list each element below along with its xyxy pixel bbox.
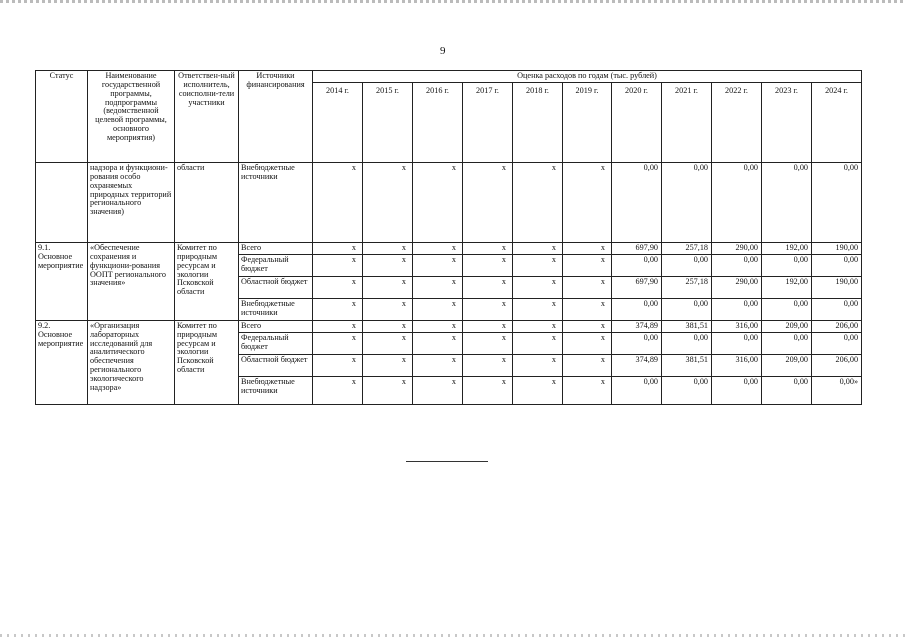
value-cell: x	[313, 332, 363, 354]
value-cell: 0,00	[762, 298, 812, 320]
value-cell: 257,18	[662, 243, 712, 255]
header-year: 2019 г.	[563, 83, 612, 163]
value-cell: 0,00	[612, 254, 662, 276]
value-cell: x	[463, 243, 513, 255]
header-name: Наименование государственной программы, подпрограммы (ведомственной целевой программы, основного мероприятия)	[88, 71, 175, 163]
value-cell: 316,00	[712, 320, 762, 332]
value-cell: 0,00	[662, 298, 712, 320]
name-cell: «Обеспечение сохранения и функциони-рования ООПТ регионального значения»	[88, 243, 175, 321]
value-cell: x	[413, 332, 463, 354]
value-cell: x	[463, 376, 513, 404]
value-cell: x	[313, 298, 363, 320]
value-cell: x	[413, 243, 463, 255]
value-cell: 0,00	[712, 254, 762, 276]
value-cell: x	[413, 354, 463, 376]
value-cell: 0,00	[712, 376, 762, 404]
value-cell: x	[563, 254, 612, 276]
value-cell: 190,00	[812, 243, 862, 255]
source-cell: Всего	[239, 320, 313, 332]
executor-cell: Комитет по природным ресурсам и экологии Псковской области	[175, 243, 239, 321]
name-cell: надзора и функциони-рования особо охраняемых природных территорий регионального значения)	[88, 163, 175, 243]
table-row	[36, 163, 862, 243]
value-cell: x	[363, 163, 413, 243]
value-cell: 0,00	[712, 332, 762, 354]
value-cell: 0,00	[612, 376, 662, 404]
source-cell: Внебюджетные источники	[239, 163, 313, 243]
value-cell: x	[313, 354, 363, 376]
source-cell: Областной бюджет	[239, 276, 313, 298]
scan-edge-bottom	[0, 634, 905, 637]
value-cell: 0,00	[712, 163, 762, 243]
table-row	[36, 243, 862, 255]
executor-cell: Комитет по природным ресурсам и экологии Псковской области	[175, 320, 239, 404]
source-cell: Федеральный бюджет	[239, 332, 313, 354]
value-cell: x	[513, 298, 563, 320]
value-cell: x	[363, 354, 413, 376]
value-cell: 0,00	[762, 332, 812, 354]
value-cell: x	[363, 254, 413, 276]
value-cell: x	[413, 298, 463, 320]
value-cell: x	[413, 320, 463, 332]
source-cell: Всего	[239, 243, 313, 255]
value-cell: x	[463, 254, 513, 276]
value-cell: x	[363, 276, 413, 298]
value-cell: 209,00	[762, 320, 812, 332]
value-cell: 0,00»	[812, 376, 862, 404]
budget-table	[35, 70, 862, 405]
value-cell: x	[463, 354, 513, 376]
value-cell: 0,00	[612, 163, 662, 243]
value-cell: x	[463, 163, 513, 243]
header-executor: Ответствен-ный исполнитель, соисполни-тели участники	[175, 71, 239, 163]
value-cell: x	[413, 276, 463, 298]
table-body	[36, 163, 862, 405]
value-cell: x	[363, 332, 413, 354]
value-cell: 192,00	[762, 276, 812, 298]
value-cell: x	[313, 320, 363, 332]
header-year: 2015 г.	[363, 83, 413, 163]
scan-edge-top	[0, 0, 905, 3]
source-cell: Областной бюджет	[239, 354, 313, 376]
value-cell: 381,51	[662, 354, 712, 376]
table-header	[36, 71, 862, 163]
source-cell: Федеральный бюджет	[239, 254, 313, 276]
value-cell: x	[363, 320, 413, 332]
value-cell: x	[313, 276, 363, 298]
value-cell: x	[513, 320, 563, 332]
value-cell: 190,00	[812, 276, 862, 298]
value-cell: 0,00	[712, 298, 762, 320]
value-cell: 697,90	[612, 276, 662, 298]
value-cell: x	[413, 376, 463, 404]
value-cell: 209,00	[762, 354, 812, 376]
value-cell: x	[563, 243, 612, 255]
value-cell: 374,89	[612, 354, 662, 376]
value-cell: 0,00	[662, 376, 712, 404]
header-year: 2023 г.	[762, 83, 812, 163]
value-cell: x	[463, 320, 513, 332]
header-year: 2018 г.	[513, 83, 563, 163]
value-cell: 257,18	[662, 276, 712, 298]
source-cell: Внебюджетные источники	[239, 376, 313, 404]
value-cell: x	[463, 332, 513, 354]
value-cell: x	[413, 254, 463, 276]
header-year: 2014 г.	[313, 83, 363, 163]
value-cell: x	[313, 376, 363, 404]
value-cell: x	[363, 298, 413, 320]
status-cell: 9.1. Основное мероприятие	[36, 243, 88, 321]
value-cell: 0,00	[812, 163, 862, 243]
value-cell: 192,00	[762, 243, 812, 255]
value-cell: x	[563, 298, 612, 320]
value-cell: 0,00	[612, 332, 662, 354]
header-year: 2022 г.	[712, 83, 762, 163]
value-cell: x	[563, 376, 612, 404]
source-cell: Внебюджетные источники	[239, 298, 313, 320]
value-cell: x	[513, 376, 563, 404]
header-year: 2021 г.	[662, 83, 712, 163]
table-row	[36, 320, 862, 332]
executor-cell: области	[175, 163, 239, 243]
value-cell: x	[413, 163, 463, 243]
value-cell: x	[463, 276, 513, 298]
value-cell: x	[563, 354, 612, 376]
value-cell: 206,00	[812, 354, 862, 376]
value-cell: x	[513, 254, 563, 276]
header-sources: Источники финансирования	[239, 71, 313, 163]
name-cell: «Организация лабораторных исследований для аналитического обеспечения регионального экологического надзора»	[88, 320, 175, 404]
value-cell: x	[563, 163, 612, 243]
section-divider	[406, 461, 488, 462]
value-cell: 0,00	[762, 254, 812, 276]
value-cell: x	[513, 163, 563, 243]
value-cell: 0,00	[812, 254, 862, 276]
value-cell: 0,00	[612, 298, 662, 320]
value-cell: x	[513, 332, 563, 354]
value-cell: 0,00	[662, 163, 712, 243]
value-cell: x	[513, 243, 563, 255]
header-estimate: Оценка расходов по годам (тыс. рублей)	[313, 71, 862, 83]
value-cell: x	[513, 276, 563, 298]
header-year: 2016 г.	[413, 83, 463, 163]
value-cell: x	[363, 376, 413, 404]
value-cell: 0,00	[762, 376, 812, 404]
value-cell: 0,00	[662, 332, 712, 354]
header-year: 2024 г.	[812, 83, 862, 163]
value-cell: 206,00	[812, 320, 862, 332]
value-cell: 290,00	[712, 243, 762, 255]
value-cell: x	[513, 354, 563, 376]
status-cell: 9.2. Основное мероприятие	[36, 320, 88, 404]
value-cell: 0,00	[662, 254, 712, 276]
value-cell: x	[463, 298, 513, 320]
value-cell: 0,00	[812, 298, 862, 320]
value-cell: 697,90	[612, 243, 662, 255]
value-cell: 374,89	[612, 320, 662, 332]
value-cell: x	[313, 243, 363, 255]
page-number: 9	[440, 45, 446, 57]
value-cell: x	[563, 332, 612, 354]
value-cell: 316,00	[712, 354, 762, 376]
value-cell: 290,00	[712, 276, 762, 298]
value-cell: 0,00	[812, 332, 862, 354]
value-cell: 381,51	[662, 320, 712, 332]
header-year: 2020 г.	[612, 83, 662, 163]
status-cell	[36, 163, 88, 243]
value-cell: 0,00	[762, 163, 812, 243]
value-cell: x	[313, 254, 363, 276]
value-cell: x	[563, 276, 612, 298]
header-status: Статус	[36, 71, 88, 163]
header-year: 2017 г.	[463, 83, 513, 163]
value-cell: x	[363, 243, 413, 255]
value-cell: x	[563, 320, 612, 332]
value-cell: x	[313, 163, 363, 243]
